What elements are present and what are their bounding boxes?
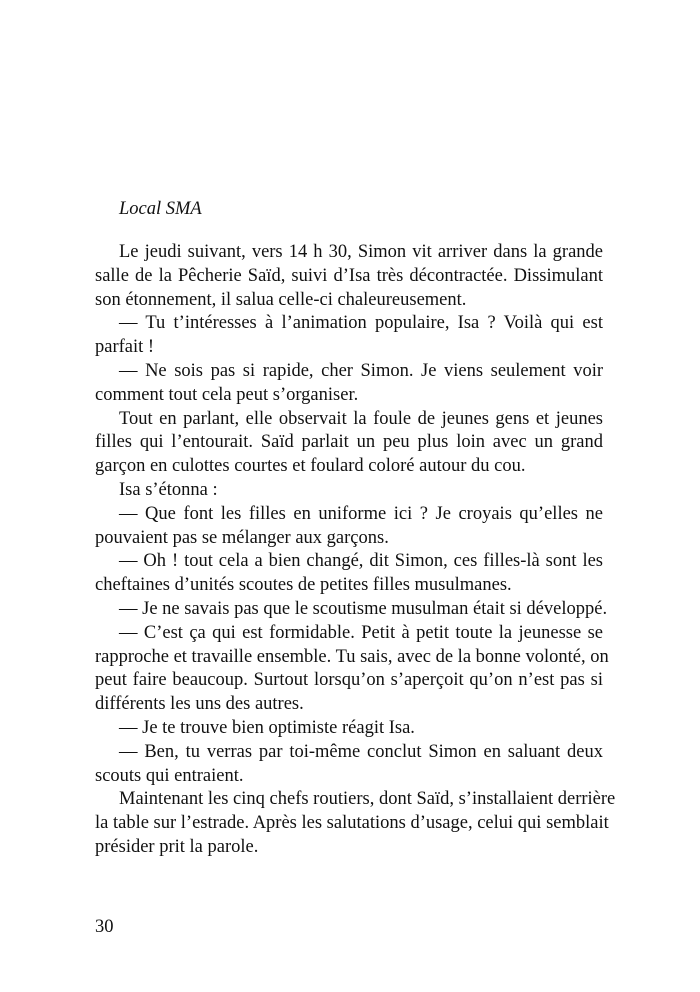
text-line: — Ne sois pas si rapide, cher Simon. Je viens seulement voir [119,360,603,381]
text-line: Maintenant les cinq chefs routiers, dont Saïd, s’installaient derrière [119,789,616,810]
page-number: 30 [95,917,114,937]
text-line: comment tout cela peut s’organiser. [95,384,359,405]
text-line: Isa s’étonna : [119,479,218,500]
text-line: Le jeudi suivant, vers 14 h 30, Simon vit arriver dans la grande [119,242,603,262]
text-line: — Je ne savais pas que le scoutisme musulman était si développé. [119,598,608,619]
text-line: — Ben, tu verras par toi-même conclut Simon en saluant deux [119,741,603,762]
text-line: cheftaines d’unités scoutes de petites filles musulmanes. [95,575,512,596]
text-line: — Oh ! tout cela a bien changé, dit Simon, ces filles-là sont les [119,551,603,572]
text-line: présider prit la parole. [95,836,259,857]
text-line: parfait ! [95,337,155,358]
text-line: filles qui l’entourait. Saïd parlait un peu plus loin avec un grand [95,432,603,453]
text-line: pouvaient pas se mélanger aux garçons. [95,527,389,548]
text-line: — C’est ça qui est formidable. Petit à petit toute la jeunesse se [119,622,603,643]
text-line: la table sur l’estrade. Après les salutations d’usage, celui qui semblait [95,813,609,834]
text-line: différents les uns des autres. [95,694,304,715]
section-title: Local SMA [119,199,202,219]
body-text [95,241,616,860]
text-line: son étonnement, il salua celle-ci chaleureusement. [95,289,467,310]
text-line: rapproche et travaille ensemble. Tu sais, avec de la bonne volonté, on [95,646,609,667]
text-line: peut faire beaucoup. Surtout lorsqu’on s’aperçoit qu’on n’est pas si [95,670,603,691]
text-line: garçon en culottes courtes et foulard coloré autour du cou. [95,456,526,477]
text-line: salle de la Pêcherie Saïd, suivi d’Isa très décontractée. Dissimulant [95,265,603,286]
text-line: scouts qui entraient. [95,765,244,786]
text-line: — Tu t’intéresses à l’animation populaire, Isa ? Voilà qui est [119,313,603,334]
text-line: — Je te trouve bien optimiste réagit Isa. [119,717,415,738]
text-line: — Que font les filles en uniforme ici ? Je croyais qu’elles ne [119,503,603,524]
text-line: Tout en parlant, elle observait la foule de jeunes gens et jeunes [119,408,603,429]
